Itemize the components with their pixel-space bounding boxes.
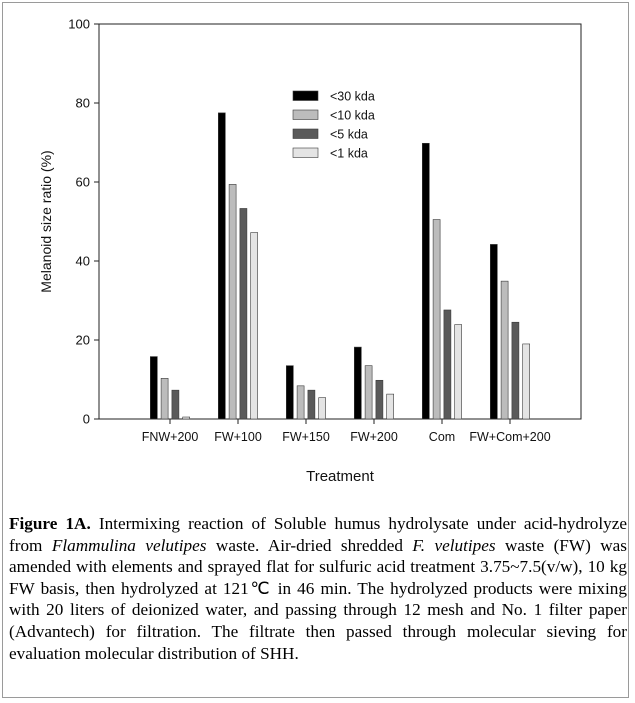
y-tick-label: 40 — [75, 253, 90, 269]
legend-label: <1 kda — [330, 146, 368, 161]
caption-text-3: waste (FW) was amended with elements and sprayed flat for sulfuric acid treatment 3.75~7.5(v/w), 10 kg FW basis, then hydrolyzed at 121℃ in 46 min. The hydrolyzed products were mixing with 20 liters of deionized water, and passing through 12 mesh and No. 1 filter paper (Advantech) for filtration. The filtrate then passed through molecular sieving for evaluation molecular distribution of SHH. — [9, 535, 627, 663]
bar — [444, 310, 451, 419]
bar — [354, 347, 361, 419]
bar — [286, 366, 293, 419]
bar — [308, 390, 315, 419]
x-axis-label: Treatment — [306, 468, 374, 485]
legend-label: <5 kda — [330, 127, 368, 142]
chart-legend — [293, 90, 375, 161]
bar — [455, 325, 462, 419]
plot-frame — [99, 24, 581, 419]
bar — [218, 113, 225, 419]
x-tick-label: Com — [428, 430, 456, 444]
bar — [297, 386, 304, 419]
bar — [319, 398, 326, 419]
bar — [422, 143, 429, 419]
x-tick-label: FW+100 — [214, 430, 262, 444]
caption-species-short: F. velutipes — [412, 535, 496, 555]
caption-text-1: Intermixing reaction of Soluble humus hydrolysate under acid-hydrolyze from — [9, 514, 627, 555]
figure-caption — [9, 513, 627, 664]
bar — [161, 378, 168, 419]
y-tick-label: 0 — [82, 411, 90, 427]
y-tick-label: 20 — [75, 332, 90, 348]
bar — [150, 357, 157, 419]
legend-label: <10 kda — [330, 108, 375, 123]
legend-swatch — [293, 91, 318, 101]
bar — [490, 244, 497, 419]
bar — [365, 366, 372, 419]
bar — [512, 322, 519, 419]
caption-text-2: waste. Air-dried shredded — [206, 535, 413, 555]
y-tick-label: 60 — [75, 174, 90, 190]
x-tick-label: FW+150 — [282, 430, 330, 444]
bar — [240, 208, 247, 419]
y-tick-label: 80 — [75, 95, 90, 111]
legend-swatch — [293, 129, 318, 139]
caption-species: Flammulina velutipes — [51, 535, 207, 555]
y-tick-label: 100 — [68, 16, 90, 32]
bar — [183, 417, 190, 419]
bar — [172, 390, 179, 419]
bar — [433, 220, 440, 419]
legend-label: <30 kda — [330, 89, 375, 104]
legend-swatch — [293, 148, 318, 158]
x-tick-label: FW+Com+200 — [469, 430, 551, 444]
bar — [387, 394, 394, 419]
bar — [523, 344, 530, 419]
bar — [501, 281, 508, 419]
legend-swatch — [293, 110, 318, 120]
bar — [229, 184, 236, 419]
x-tick-label: FNW+200 — [141, 430, 199, 444]
x-tick-label: FW+200 — [350, 430, 398, 444]
y-axis-label: Melanoid size ratio (%) — [38, 150, 54, 293]
caption-label: Figure 1A. — [9, 514, 91, 533]
bar — [251, 233, 258, 419]
bar — [376, 380, 383, 419]
